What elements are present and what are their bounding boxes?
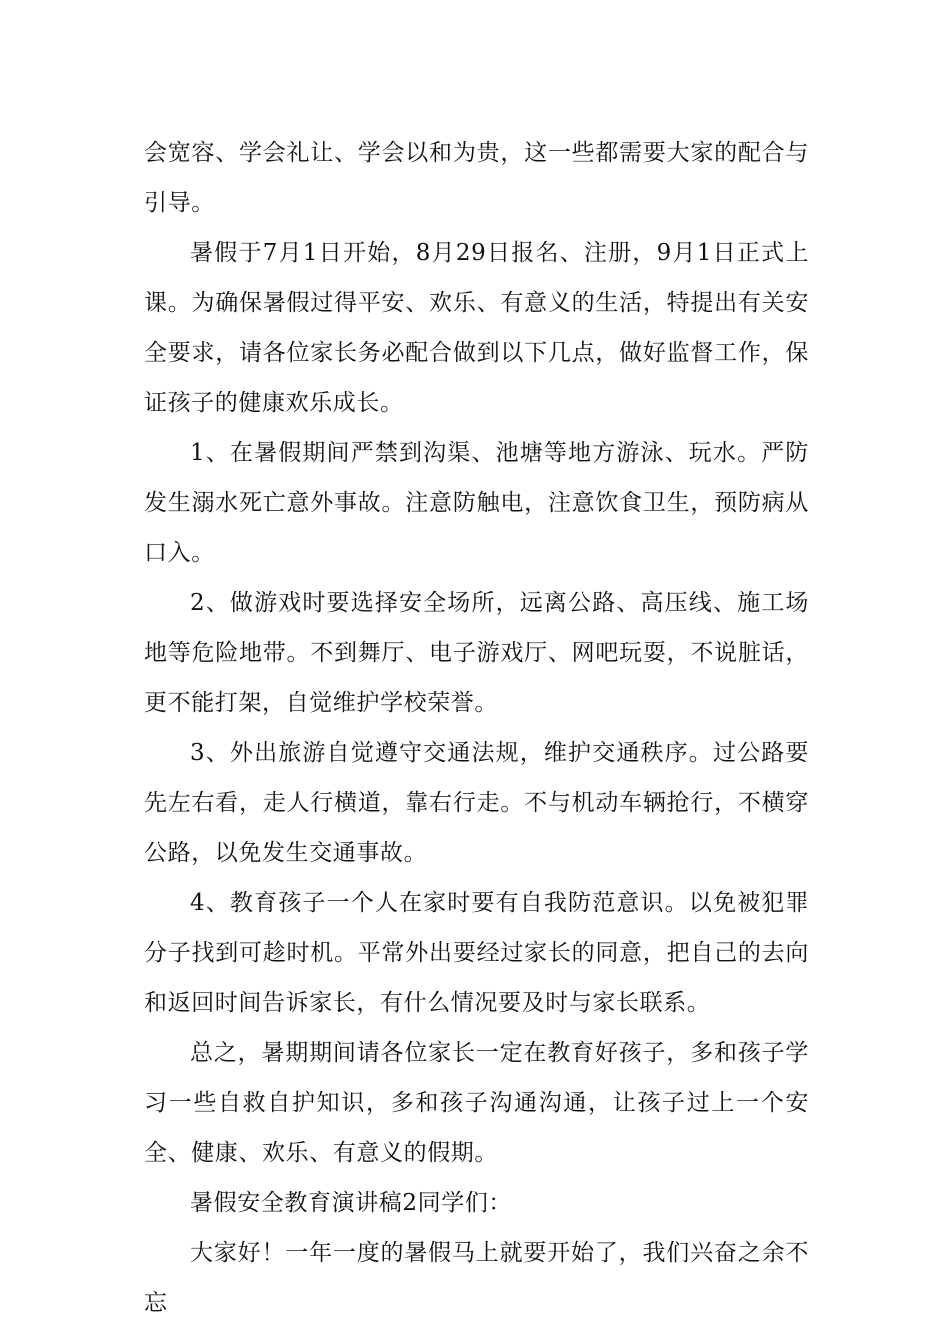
paragraph-greeting: 大家好！一年一度的暑假马上就要开始了，我们兴奋之余不忘 (144, 1240, 809, 1316)
paragraph-rule-4: 4、教育孩子一个人在家时要有自我防范意识。以免被犯罪分子找到可趁时机。平常外出要经过家长的同意，把自己的去向和返回时间告诉家长，有什么情况要及时与家长联系。 (144, 890, 809, 1016)
paragraph-rule-1: 1、在暑假期间严禁到沟渠、池塘等地方游泳、玩水。严防发生溺水死亡意外事故。注意防触电，注意饮食卫生，预防病从口入。 (144, 440, 809, 566)
speech-heading: 暑假安全教育演讲稿2同学们： (190, 1190, 513, 1216)
paragraph-schedule: 暑假于7月1日开始，8月29日报名、注册，9月1日正式上课。为确保暑假过得平安、欢乐、有意义的生活，特提出有关安全要求，请各位家长务必配合做到以下几点，做好监督工作，保证孩子的健康欢乐成长。 (144, 240, 809, 416)
paragraph-rule-2: 2、做游戏时要选择安全场所，远离公路、高压线、施工场地等危险地带。不到舞厅、电子游戏厅、网吧玩耍，不说脏话，更不能打架，自觉维护学校荣誉。 (144, 590, 809, 716)
paragraph-rule-3: 3、外出旅游自觉遵守交通法规，维护交通秩序。过公路要先左右看，走人行横道，靠右行走。不与机动车辆抢行，不横穿公路，以免发生交通事故。 (144, 740, 809, 866)
paragraph-summary: 总之，暑期期间请各位家长一定在教育好孩子，多和孩子学习一些自救自护知识，多和孩子沟通沟通，让孩子过上一个安全、健康、欢乐、有意义的假期。 (144, 1040, 809, 1166)
document-body (144, 128, 809, 1328)
paragraph-continuation: 会宽容、学会礼让、学会以和为贵，这一些都需要大家的配合与引导。 (144, 140, 809, 216)
